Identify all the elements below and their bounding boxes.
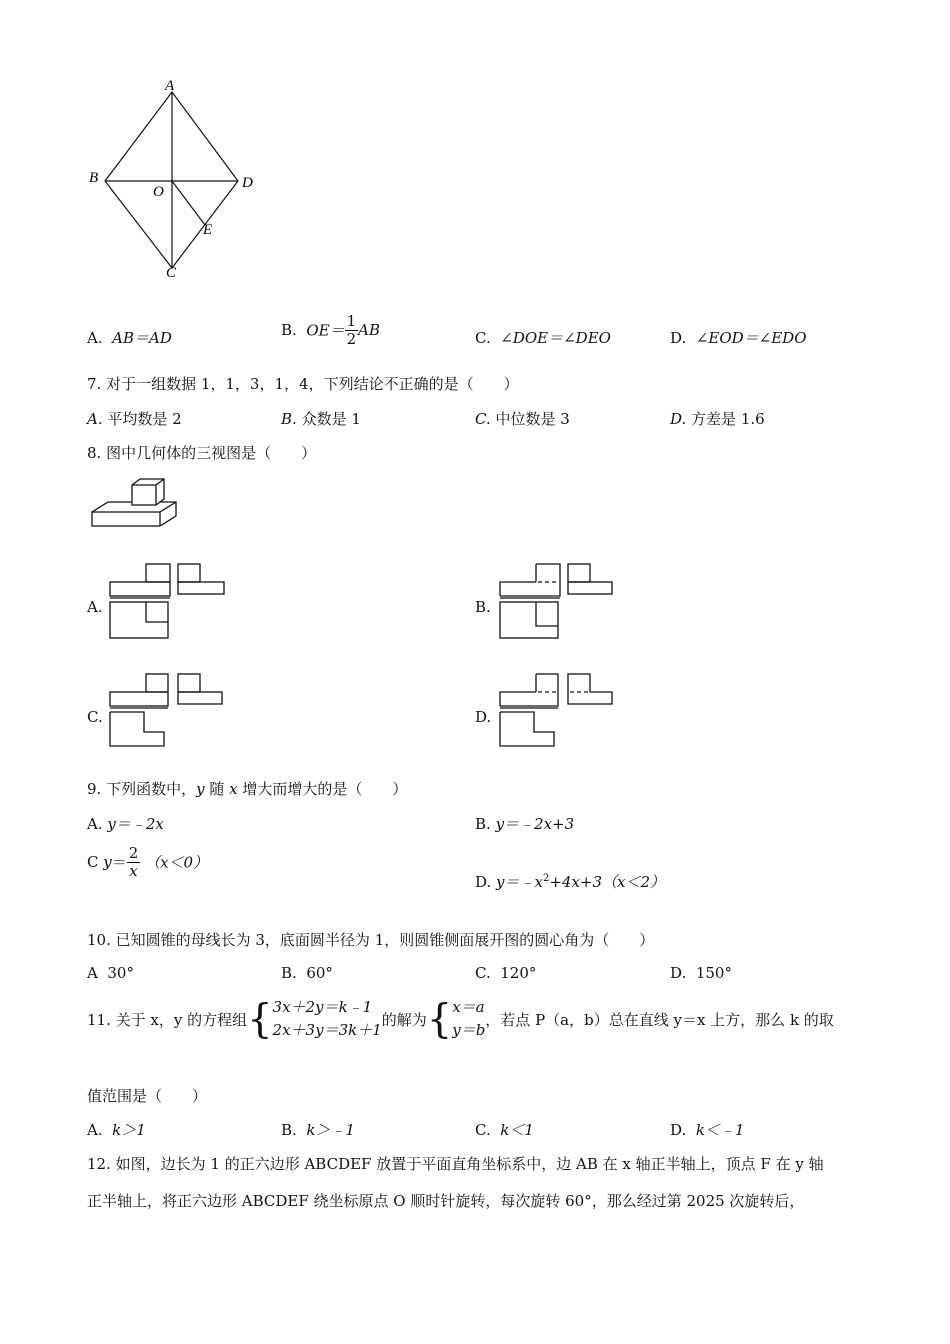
q9-option-b: B. y＝﹣2x+3: [475, 815, 575, 833]
q7-option-b: B. 众数是 1: [281, 410, 361, 428]
q10-stem: 10. 已知圆锥的母线长为 3，底面圆半径为 1，则圆锥侧面展开图的圆心角为（ ）: [87, 931, 655, 949]
q9-option-a: A. y＝﹣2x: [87, 815, 164, 833]
q8-option-d-views: [498, 672, 628, 757]
label-o: O: [153, 184, 164, 200]
q10-option-c: C. 120°: [475, 964, 537, 982]
q9-option-c: C y＝ $\frac{2}{x}$ （x＜0）: [87, 844, 209, 880]
q8-option-b-views: [498, 562, 628, 647]
q12-line1: 12. 如图，边长为 1 的正六边形 ABCDEF 放置于平面直角坐标系中，边 AB 在 x 轴正半轴上，顶点 F 在 y 轴: [87, 1155, 824, 1173]
label-e: E: [203, 222, 213, 238]
q11-option-d: D. k＜﹣1: [670, 1121, 745, 1139]
rhombus-figure: [85, 78, 265, 288]
q10-option-b: B. 60°: [281, 964, 333, 982]
q6-option-c: C. ∠DOE＝∠DEO: [475, 329, 611, 347]
label-d: D: [242, 175, 253, 191]
q7-stem: 7. 对于一组数据 1，1，3，1，4，下列结论不正确的是（ ）: [87, 375, 519, 393]
q9-option-d: D. $y=﹣x^2+4x+3(x<2)$: [475, 873, 666, 891]
label-b: B: [89, 170, 99, 186]
q6-option-b: B. OE＝ $\frac{1}{2}$ AB: [281, 312, 380, 348]
q11-line2: 值范围是（ ）: [87, 1087, 208, 1105]
q8-stem: 8. 图中几何体的三视图是（ ）: [87, 444, 317, 462]
q6-option-a: A. AB＝AD: [87, 329, 172, 347]
q8-option-c-views: [108, 672, 238, 757]
q7-option-c: C. 中位数是 3: [475, 410, 570, 428]
q8-option-d-label: D.: [475, 708, 492, 726]
q11-option-c: C. k＜1: [475, 1121, 534, 1139]
label-a: A: [165, 78, 175, 94]
q11-option-a: A. k＞1: [87, 1121, 146, 1139]
q10-option-a: A 30°: [87, 964, 134, 982]
q8-option-c-label: C.: [87, 708, 103, 726]
q8-option-a-label: A.: [87, 598, 103, 616]
q12-line2: 正半轴上，将正六边形 ABCDEF 绕坐标原点 O 顺时针旋转，每次旋转 60°，那么经过第 2025 次旋转后，: [87, 1192, 805, 1210]
q10-option-d: D. 150°: [670, 964, 732, 982]
q8-option-a-views: [108, 562, 238, 647]
q7-option-d: D. 方差是 1.6: [670, 410, 765, 428]
q7-option-a: A. 平均数是 2: [87, 410, 182, 428]
q9-stem: 9. 下列函数中，y 随 x 增大而增大的是（ ）: [87, 780, 408, 798]
segment-oe: [172, 181, 205, 225]
solid-figure: [88, 475, 188, 545]
q11-line1: 11. 关于 x，y 的方程组{3x＋2y＝k﹣1 2x＋3y＝3k＋1的解为{x＝a y＝b，若点 P（a，b）总在直线 y＝x 上方，那么 k 的取: [87, 996, 834, 1043]
q6-option-d: D. ∠EOD＝∠EDO: [670, 329, 807, 347]
q8-option-b-label: B.: [475, 598, 491, 616]
label-c: C: [166, 265, 177, 281]
q11-option-b: B. k＞﹣1: [281, 1121, 355, 1139]
